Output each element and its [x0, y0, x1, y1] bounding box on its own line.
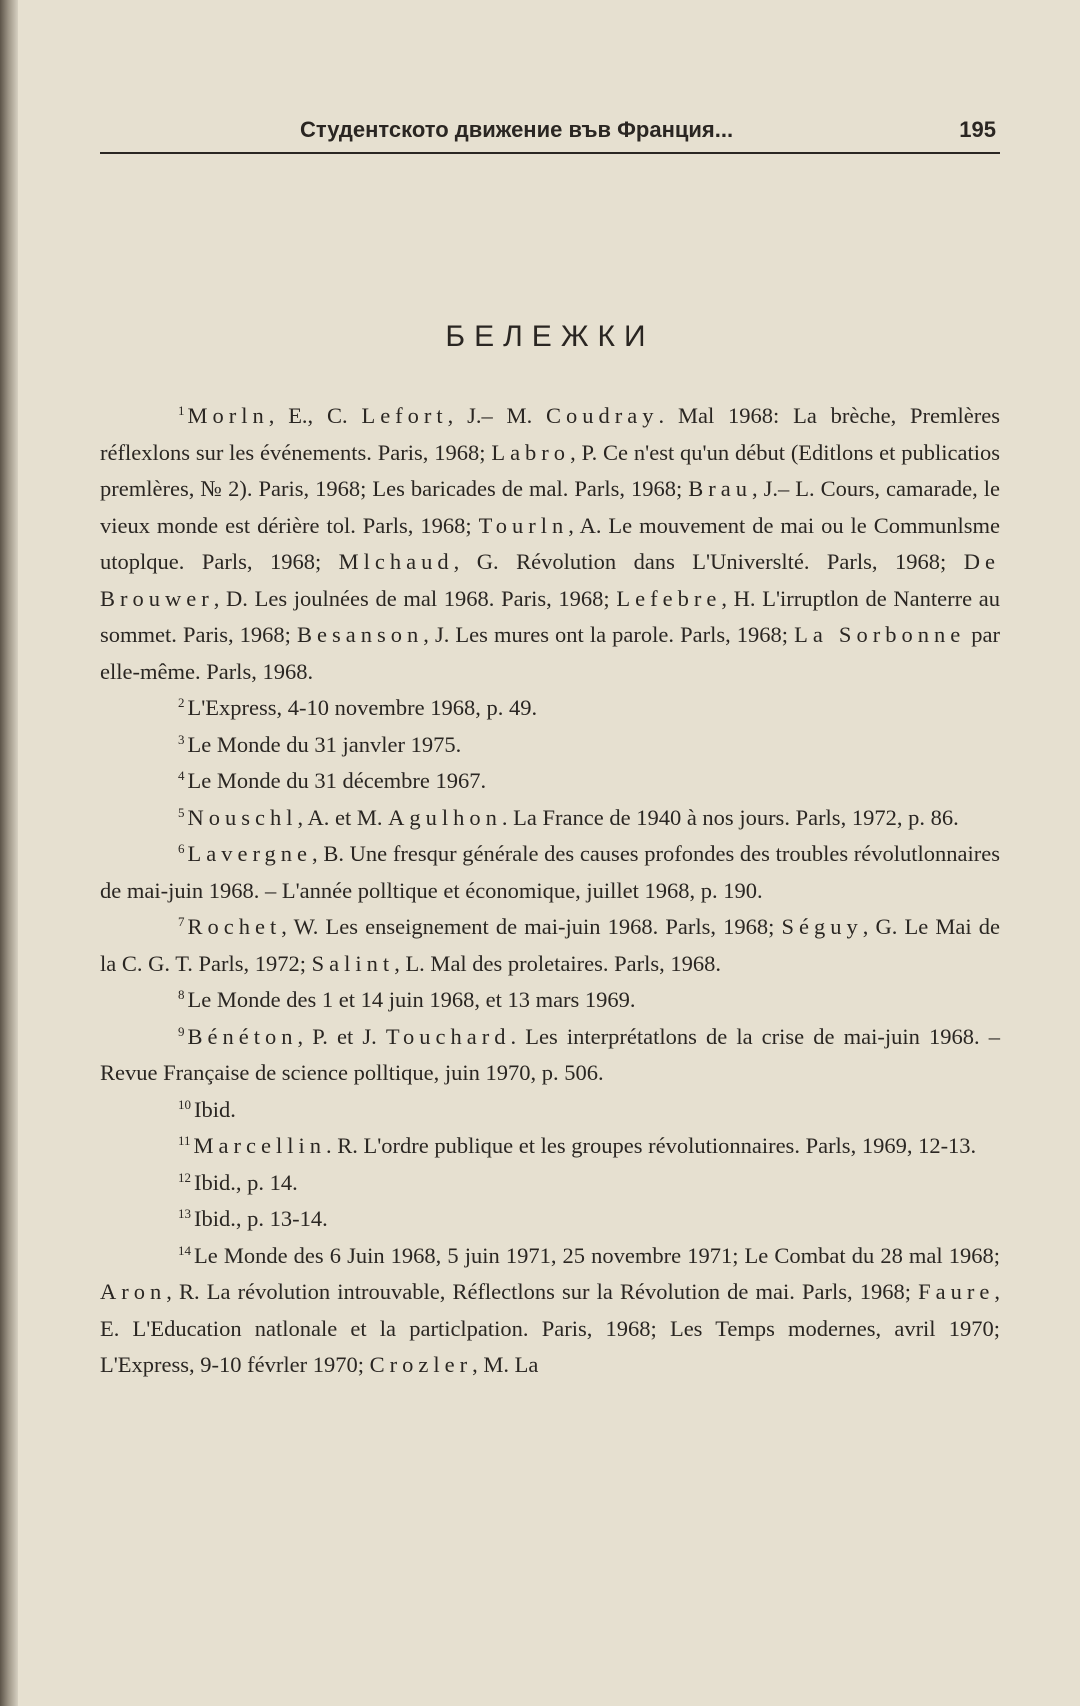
footnote-text: , A. Le mouvement de mai ou le Communlsme utoplque. Parls, 1968; [100, 512, 1001, 574]
footnote-text: , G. Révolution dans L'Universlté. Parls, 1968; [453, 549, 964, 574]
running-head-title: Студентското движение във Франция... [300, 117, 734, 142]
footnote-text: . R. L'ordre publique et les groupes révolutionnaires. Parls, 1969, 12-13. [326, 1133, 977, 1158]
notes-heading: БЕЛЕЖКИ [445, 320, 655, 353]
footnote [100, 909, 1000, 982]
footnote-text: , G. Le Mai de la C. G. T. Parls, 1972; [100, 914, 1000, 976]
footnote-text: , E. L'Education natlonale et la particlpation. Paris, 1968; Les Temps modernes, avril 1970; L'Express, 9-10 févrler 1970; [100, 1279, 1000, 1377]
footnote [100, 1201, 1000, 1238]
footnote-text: . La France de 1940 à nos jours. Parls, 1972, p. 86. [501, 804, 959, 830]
footnote-number: 3 [178, 731, 185, 747]
footnote-text: L'Express, 4-10 novembre 1968, p. 49. [187, 695, 538, 720]
author-name: Agulhon [388, 804, 502, 830]
footnote-text: Le Monde du 31 décembre 1967. [187, 768, 487, 793]
page-number: 195 [959, 117, 996, 142]
footnote-number: 6 [178, 841, 185, 856]
footnote-text: , J. Les mures ont la parole. Parls, 1968; [423, 622, 795, 647]
footnote-number: 1 [178, 403, 185, 418]
footnote-text: par elle-même. Parls, 1968. [100, 622, 1000, 684]
author-name: Morln [187, 403, 269, 428]
footnote-text: , A. et M. [297, 804, 389, 830]
author-name: Bénéton [187, 1023, 298, 1049]
author-name: Salint [311, 950, 395, 976]
author-name: Mlchaud [338, 549, 454, 574]
author-name: Crozler [369, 1352, 473, 1377]
footnote [100, 690, 1000, 727]
author-name: Lefebre [616, 585, 722, 611]
footnote-text: Le Monde des 6 Juin 1968, 5 juin 1971, 25 novembre 1971; Le Combat du 28 mal 1968; [194, 1242, 1000, 1268]
footnote [100, 1019, 1000, 1092]
footnote-number: 10 [178, 1096, 191, 1112]
footnote [100, 727, 1000, 764]
author-name: Faure [918, 1279, 995, 1304]
footnote-number: 5 [178, 804, 185, 820]
footnote-text: , J.– M. [447, 403, 547, 428]
footnote [100, 836, 1000, 909]
footnote-text: Ibid., p. 14. [194, 1169, 298, 1195]
author-name: Nouschl [187, 804, 298, 830]
author-name: Tourln [478, 512, 569, 538]
footnote-text: , J.– L. Cours, camarade, le vieux monde est dérière tol. Parls, 1968; [100, 476, 1001, 538]
running-head [100, 112, 1000, 154]
footnote-number: 4 [178, 768, 185, 783]
author-name: Touchard [385, 1023, 511, 1049]
book-spine-shadow [0, 0, 18, 1706]
footnote-text: Ibid. [194, 1096, 236, 1122]
book-page [100, 0, 1000, 1706]
author-name: Besanson [296, 622, 424, 647]
footnote-text: , R. La révolution introuvable, Réflectlons sur la Révolution de mai. Parls, 1968; [166, 1279, 919, 1304]
author-name: Aron [100, 1279, 167, 1304]
author-name: Marcellin [193, 1133, 326, 1158]
author-name: Labro [491, 439, 571, 465]
author-name: Rochet [187, 914, 282, 939]
footnote [100, 763, 1000, 800]
footnote-number: 7 [178, 914, 185, 929]
footnote-text: , P. Ce n'est qu'un début (Editlons et publicatios premlères, № 2). Paris, 1968; Les baricades de mal. Parls, 1968; [100, 439, 1000, 501]
footnote-text: , W. Les enseignement de mai-juin 1968. Parls, 1968; [281, 914, 782, 939]
author-name: Coudray [546, 403, 659, 428]
footnote [100, 1238, 1000, 1384]
footnote-text: . Mal 1968: La brèche, Premlères réflexlons sur les événements. Paris, 1968; [100, 403, 1000, 465]
footnote-text: Le Monde des 1 et 14 juin 1968, et 13 mars 1969. [187, 987, 636, 1012]
footnote-text: . Les interprétatlons de la crise de mai-juin 1968. – Revue Française de science polltique, juin 1970, p. 506. [100, 1023, 1000, 1085]
footnote-text: , M. La [472, 1352, 539, 1377]
footnote-text: , D. Les joulnées de mal 1968. Paris, 1968; [213, 585, 617, 611]
footnote [100, 1165, 1000, 1202]
footnote-text: , L. Mal des proletaires. Parls, 1968. [394, 950, 721, 976]
footnote-number: 11 [178, 1133, 191, 1148]
footnote [100, 800, 1000, 837]
footnote [100, 1128, 1000, 1165]
notes-list [100, 398, 1000, 1384]
footnote-text: Ibid., p. 13-14. [194, 1206, 328, 1231]
footnote-text: , E., C. [268, 403, 362, 428]
footnote-number: 2 [178, 695, 185, 710]
footnote [100, 982, 1000, 1019]
footnote-number: 9 [178, 1023, 185, 1039]
author-name: Brau [688, 476, 752, 501]
footnote [100, 1092, 1000, 1129]
author-name: La Sorbonne [794, 622, 966, 647]
author-name: De Brouwer [100, 549, 1000, 611]
footnote-number: 13 [178, 1206, 191, 1221]
footnote-number: 12 [178, 1169, 191, 1185]
footnote-number: 8 [178, 987, 185, 1002]
footnote-text: , P. et J. [297, 1023, 386, 1049]
author-name: Lavergne [187, 841, 313, 866]
footnote-text: Le Monde du 31 janvler 1975. [187, 731, 462, 757]
author-name: Séguy [781, 914, 863, 939]
footnote-text: , H. L'irruptlon de Nanterre au sommet. Paris, 1968; [100, 585, 1000, 647]
footnote-number: 14 [178, 1242, 191, 1258]
author-name: Lefort [361, 403, 448, 428]
footnote [100, 398, 1000, 690]
footnote-text: , B. Une fresqur générale des causes profondes des troubles révolutlonnaires de mai-juin 1968. – L'année polltique et économique, juillet 1968, p. 190. [100, 841, 1000, 903]
